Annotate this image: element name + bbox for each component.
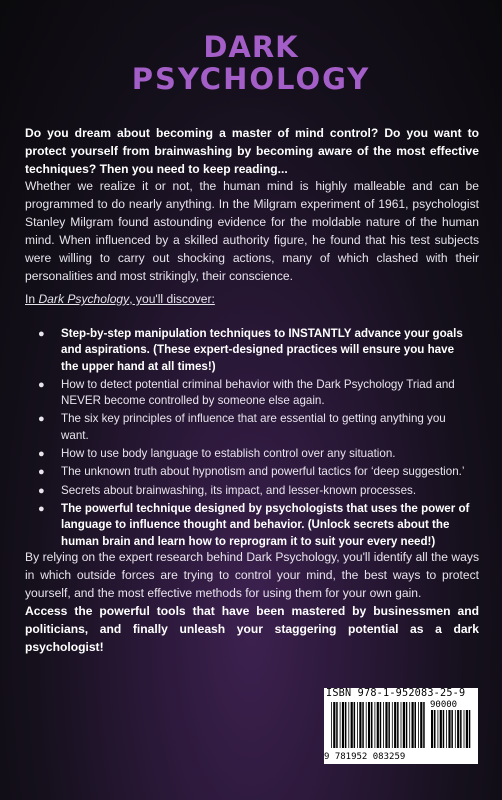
barcode-bar <box>401 702 402 748</box>
title-line-1: DARK <box>203 30 299 64</box>
bullet-icon: ● <box>38 448 45 461</box>
barcode-bar <box>359 702 361 748</box>
list-item-text: Secrets about brainwashing, its impact, and lesser-known processes. <box>61 483 417 497</box>
barcode-bar <box>351 702 353 748</box>
title-line-2: PSYCHOLOGY <box>131 62 371 96</box>
barcode-bar <box>394 702 396 748</box>
barcode-digits: 9 781952 083259 <box>324 752 406 762</box>
barcode-bar <box>438 710 439 748</box>
bullet-icon: ● <box>38 484 45 497</box>
list-item-text: The powerful technique designed by psychologists that uses the power of language to influence thought and behavior. (Unlock secrets about the human brain and learn how to reprogram it to suit your every need!) <box>61 501 470 548</box>
lead-pre: In <box>25 292 39 306</box>
intro-paragraph: Whether we realize it or not, the human mind is highly malleable and can be programmed to do nearly anything. In the Milgram experiment of 1961, psychologist Stanley Milgram found astounding evidence for the moldable nature of the human mind. When influenced by a skilled authority figure, he found that his test subjects were willing to carry out shocking actions, many of which clashed with their personalities and most strikingly, their conscience. <box>25 179 479 283</box>
lead-line <box>25 290 479 308</box>
list-item <box>36 501 474 550</box>
list-item-text: The six key principles of influence that are essential to getting anything you want. <box>61 412 446 442</box>
list-item-text: Step-by-step manipulation techniques to INSTANTLY advance your goals and aspirations. (These expert-designed practices will ensure you have the upper hand at all times!) <box>61 327 463 373</box>
list-item-text: How to use body language to establish control over any situation. <box>61 447 396 461</box>
barcode-bar <box>403 702 405 748</box>
research-paragraph: By relying on the expert research behind Dark Psychology, you'll identify all the ways in which outside forces are trying to control your mind, the best ways to protect yourself, and the most effective methods for using them for your own gain. <box>25 550 479 600</box>
barcode-bar <box>371 702 373 748</box>
barcode-bar <box>383 702 384 748</box>
lead-book-title: Dark Psychology <box>38 292 130 306</box>
bullet-icon: ● <box>38 502 45 515</box>
barcode-bar <box>457 710 459 748</box>
barcode-bar <box>406 702 408 748</box>
barcode-bar <box>412 702 414 748</box>
barcode-bar <box>345 702 347 748</box>
barcode-bar <box>434 710 436 748</box>
bullet-icon: ● <box>38 466 45 479</box>
hook-paragraph: Do you dream about becoming a master of mind control? Do you want to protect yourself from brainwashing by becoming aware of the most effective techniques? Then you need to keep reading... <box>25 126 479 176</box>
list-item <box>36 464 474 480</box>
barcode-bar <box>342 702 344 748</box>
bullet-icon: ● <box>38 328 45 340</box>
list-item <box>36 326 474 375</box>
barcode-bar <box>333 702 335 748</box>
barcode-bar <box>357 702 358 748</box>
bullet-icon: ● <box>38 413 45 426</box>
barcode-bar <box>331 702 332 748</box>
isbn-label: ISBN 978-1-952083-25-9 <box>326 688 466 699</box>
barcode-bar <box>397 702 399 748</box>
barcode-bar <box>464 710 465 748</box>
list-item <box>36 377 474 410</box>
barcode-bar <box>409 702 410 748</box>
barcode-bar <box>380 702 382 748</box>
list-item <box>36 483 474 499</box>
barcode-main <box>330 702 428 748</box>
barcode-bar <box>385 702 387 748</box>
barcode-bar <box>423 702 425 748</box>
discover-list <box>36 326 474 552</box>
call-to-action: Access the powerful tools that have been mastered by businessmen and politicians, and finally unleash your staggering potential as a dark psychologist! <box>25 604 479 654</box>
list-item-text: How to detect potential criminal behavior with the Dark Psychology Triad and NEVER become controlled by someone else again. <box>61 377 455 408</box>
lead-post: , you'll discover: <box>129 292 215 306</box>
bullet-icon: ● <box>38 378 45 391</box>
price-code: 90000 <box>430 700 458 710</box>
barcode-bar <box>392 702 393 748</box>
barcode-bar <box>420 702 422 748</box>
barcode-bar <box>455 710 456 748</box>
barcode-bar <box>336 702 338 748</box>
barcode-addon <box>430 710 474 748</box>
barcode-bar <box>448 710 450 748</box>
barcode-bar <box>348 702 349 748</box>
barcode-bar <box>418 702 419 748</box>
barcode-bar <box>388 702 390 748</box>
barcode-bar <box>451 710 453 748</box>
barcode-bar <box>446 710 447 748</box>
isbn-barcode-box <box>324 688 478 764</box>
list-item <box>36 446 474 462</box>
barcode-bar <box>366 702 367 748</box>
barcode-bar <box>377 702 379 748</box>
barcode-bar <box>466 710 468 748</box>
barcode-bar <box>469 710 471 748</box>
barcode-bar <box>440 710 442 748</box>
barcode-bar <box>368 702 370 748</box>
list-item <box>36 411 474 444</box>
barcode-bar <box>415 702 417 748</box>
barcode-bar <box>340 702 341 748</box>
barcode-bar <box>375 702 376 748</box>
barcode-bar <box>431 710 433 748</box>
barcode-bar <box>460 710 462 748</box>
barcode-bar <box>362 702 364 748</box>
barcode-bar <box>354 702 356 748</box>
barcode-bar <box>443 710 445 748</box>
list-item-text: The unknown truth about hypnotism and powerful tactics for ‘deep suggestion.’ <box>61 465 465 479</box>
